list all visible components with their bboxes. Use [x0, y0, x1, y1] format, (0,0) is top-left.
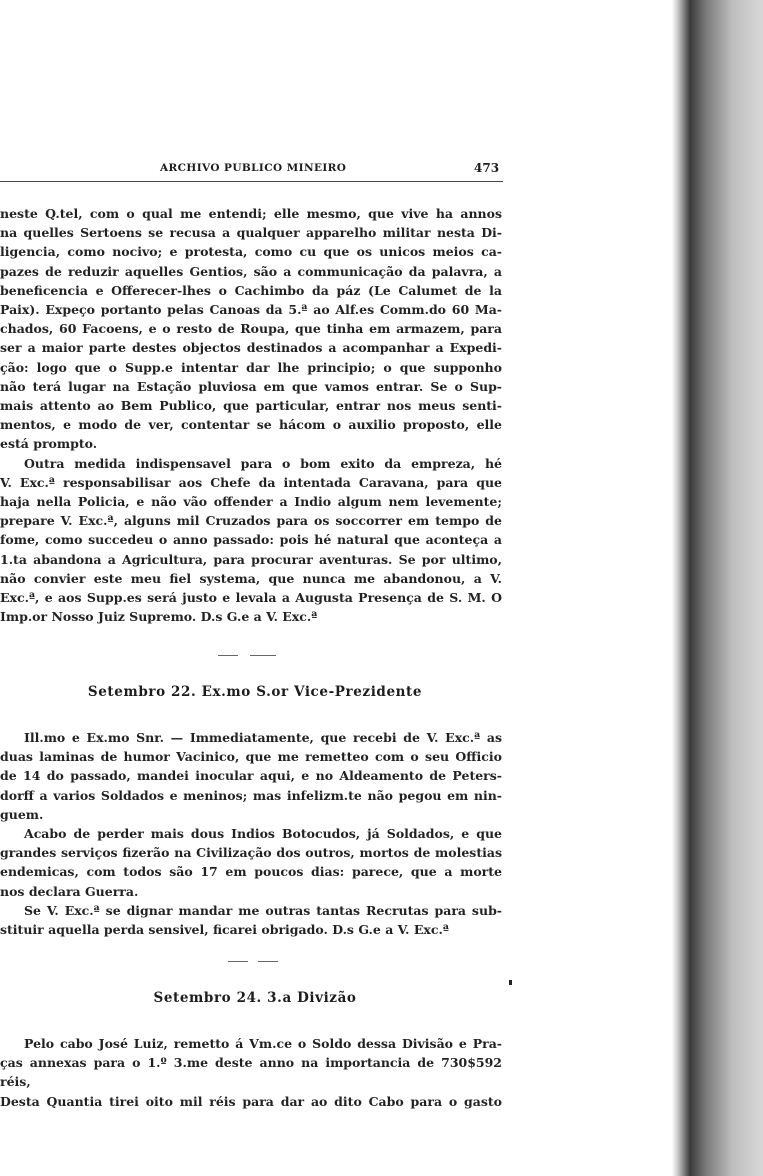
- text-line: está prompto.: [0, 436, 98, 452]
- paragraph: [0, 204, 502, 454]
- section-separator: [228, 961, 248, 962]
- paragraph: [0, 728, 502, 824]
- scan-speck: [509, 980, 512, 985]
- section-1-text: [0, 204, 502, 626]
- text-line: mais attento ao Bem Publico, que particular, entrar nos meus senti-: [0, 398, 502, 414]
- text-line: 1.ta abandona a Agricultura, para procurar aventuras. Se por ultimo,: [0, 551, 502, 567]
- text-line: Exc.ª, e aos Supp.es será justo e levala a Augusta Presença de S. M. O: [0, 590, 502, 606]
- text-line: ças annexas para o 1.º 3.me deste anno na importancia de 730$592 réis,: [0, 1055, 502, 1090]
- letter-heading: Setembro 24. 3.a Divizão: [153, 990, 357, 1006]
- paragraph: [0, 454, 502, 627]
- text-line: Ill.mo e Ex.mo Snr. — Immediatamente, que recebi de V. Exc.ª as: [24, 730, 502, 745]
- section-separator: [250, 655, 276, 656]
- text-line: nos declara Guerra.: [0, 883, 139, 899]
- text-line: ção: logo que o Supp.e intentar dar lhe principio; o que supponho: [0, 359, 502, 375]
- running-title: ARCHIVO PUBLICO MINEIRO: [160, 162, 347, 174]
- section-3-text: [0, 1034, 502, 1111]
- text-line: Se V. Exc.ª se dignar mandar me outras tantas Recrutas para sub-: [24, 902, 502, 918]
- text-line: V. Exc.ª responsabilisar aos Chefe da intentada Caravana, para que: [0, 474, 502, 490]
- running-header: [0, 162, 500, 178]
- text-line: Desta Quantia tirei oito mil réis para dar ao dito Cabo para o gasto: [0, 1093, 502, 1109]
- text-line: grandes serviços fizerão na Civilização dos outros, mortos de molestias: [0, 845, 502, 861]
- text-line: Outra medida indispensavel para o bom exito da empreza, hé: [24, 455, 502, 471]
- text-line: haja nella Policia, e não vão offender a Indio algum nem levemente;: [0, 494, 502, 510]
- text-line: pazes de reduzir aquelles Gentios, são a communicação da palavra, a: [0, 263, 502, 279]
- section-2-text: [0, 728, 502, 939]
- text-line: stituir aquella perda sensivel, ficarei obrigado. D.s G.e a V. Exc.ª: [0, 922, 449, 938]
- text-line: mentos, e modo de ver, contentar se hácom o auxilio proposto, elle: [0, 417, 502, 433]
- text-line: prepare V. Exc.ª, alguns mil Cruzados para os soccorrer em tempo de: [0, 513, 502, 529]
- text-line: endemicas, com todos são 17 em poucos dias: parece, que a morte: [0, 864, 502, 880]
- text-line: Imp.or Nosso Juiz Supremo. D.s G.e a V. Exc.ª: [0, 609, 318, 625]
- text-line: fome, como succedeu o anno passado: pois hé natural que aconteça a: [0, 532, 502, 548]
- text-line: não terá lugar na Estação pluviosa em que vamos entrar. Se o Sup-: [0, 378, 502, 394]
- text-line: duas laminas de humor Vacinico, que me remetteo com o seu Officio: [0, 749, 502, 765]
- text-line: Acabo de perder mais dous Indios Botocudos, já Soldados, e que: [24, 826, 502, 842]
- text-line: chados, 60 Facoens, e o resto de Roupa, que tinha em armazem, para: [0, 321, 502, 337]
- paragraph: [0, 824, 502, 901]
- text-line: de 14 do passado, mandei inocular aqui, e no Aldeamento de Peters-: [0, 768, 502, 784]
- section-separator: [218, 655, 238, 656]
- header-rule: [0, 181, 503, 182]
- book-gutter-shadow: [672, 0, 763, 1176]
- page-number: 473: [474, 161, 500, 175]
- text-line: ligencia, como nocivo; e protesta, como cu que os unicos meios ca-: [0, 244, 502, 260]
- letter-heading: Setembro 22. Ex.mo S.or Vice-Prezidente: [87, 684, 423, 700]
- paragraph: [0, 901, 502, 939]
- text-line: dorff a varios Soldados e meninos; mas infelizm.te não pegou em nin-: [0, 787, 502, 803]
- section-separator: [258, 961, 278, 962]
- text-line: ser a maior parte destes objectos destinados a acompanhar a Expedi-: [0, 340, 502, 356]
- text-line: Pelo cabo José Luiz, remetto á Vm.ce o Soldo dessa Divisão e Pra-: [24, 1036, 502, 1051]
- text-line: não convier este meu fiel systema, que nunca me abandonou, a V.: [0, 570, 502, 586]
- paragraph: [0, 1034, 502, 1111]
- text-line: beneficencia e Offerecer-lhes o Cachimbo da páz (Le Calumet de la: [0, 282, 502, 298]
- text-line: Paix). Expeço portanto pelas Canoas da 5.ª ao Alf.es Comm.do 60 Ma-: [0, 302, 502, 318]
- text-line: guem.: [0, 806, 44, 822]
- text-line: na quelles Sertoens se recusa a qualquer apparelho militar nesta Di-: [0, 225, 502, 241]
- text-line: neste Q.tel, com o qual me entendi; elle mesmo, que vive ha annos: [0, 206, 502, 221]
